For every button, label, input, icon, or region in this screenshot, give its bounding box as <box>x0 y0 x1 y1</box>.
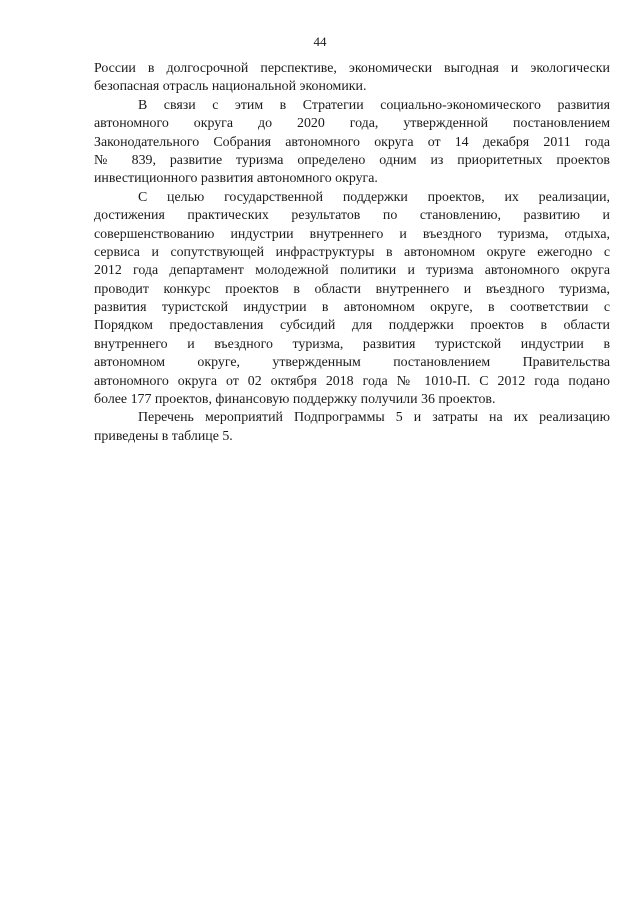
paragraph-line: автономного округа от 02 октября 2018 года № 1010-П. С 2012 года подано <box>94 373 610 389</box>
paragraph-line: сервиса и сопутствующей инфраструктуры в автономном округе ежегодно с <box>94 244 610 260</box>
paragraph-line: более 177 проектов, финансовую поддержку получили 36 проектов. <box>94 392 496 408</box>
paragraph-line: 2012 года департамент молодежной политики и туризма автономного округа <box>94 263 610 279</box>
paragraph-line: достижения практических результатов по становлению, развитию и <box>94 208 610 224</box>
paragraph-line: совершенствованию индустрии внутреннего и въездного туризма, отдыха, <box>94 226 610 242</box>
paragraph-line: безопасная отрасль национальной экономики. <box>94 79 367 95</box>
paragraph-line: Перечень мероприятий Подпрограммы 5 и затраты на их реализацию <box>138 410 610 426</box>
paragraph-line: автономного округа до 2020 года, утвержденной постановлением <box>94 116 610 132</box>
paragraph-2 <box>94 97 610 189</box>
paragraph-line: инвестиционного развития автономного округа. <box>94 171 378 187</box>
paragraph-line: Порядком предоставления субсидий для поддержки проектов в области <box>94 318 610 334</box>
paragraph-line: В связи с этим в Стратегии социально-экономического развития <box>138 97 610 113</box>
paragraph-line: России в долгосрочной перспективе, экономически выгодная и экологически <box>94 61 610 76</box>
paragraph-4 <box>94 409 610 446</box>
page-number: 44 <box>313 34 327 49</box>
paragraph-line: Законодательного Собрания автономного округа от 14 декабря 2011 года <box>94 134 610 150</box>
paragraph-3 <box>94 189 610 410</box>
paragraph-line: внутреннего и въездного туризма, развития туристской индустрии в <box>94 336 610 352</box>
paragraph-1 <box>94 60 610 97</box>
body-text <box>94 60 610 446</box>
paragraph-line: автономном округе, утвержденным постановлением Правительства <box>94 355 610 371</box>
paragraph-line: С целью государственной поддержки проектов, их реализации, <box>138 189 610 205</box>
paragraph-line: развития туристской индустрии в автономном округе, в соответствии с <box>94 300 610 316</box>
paragraph-line: № 839, развитие туризма определено одним из приоритетных проектов <box>94 152 610 168</box>
paragraph-line: приведены в таблице 5. <box>94 428 233 444</box>
paragraph-line: проводит конкурс проектов в области внутреннего и въездного туризма, <box>94 281 610 297</box>
